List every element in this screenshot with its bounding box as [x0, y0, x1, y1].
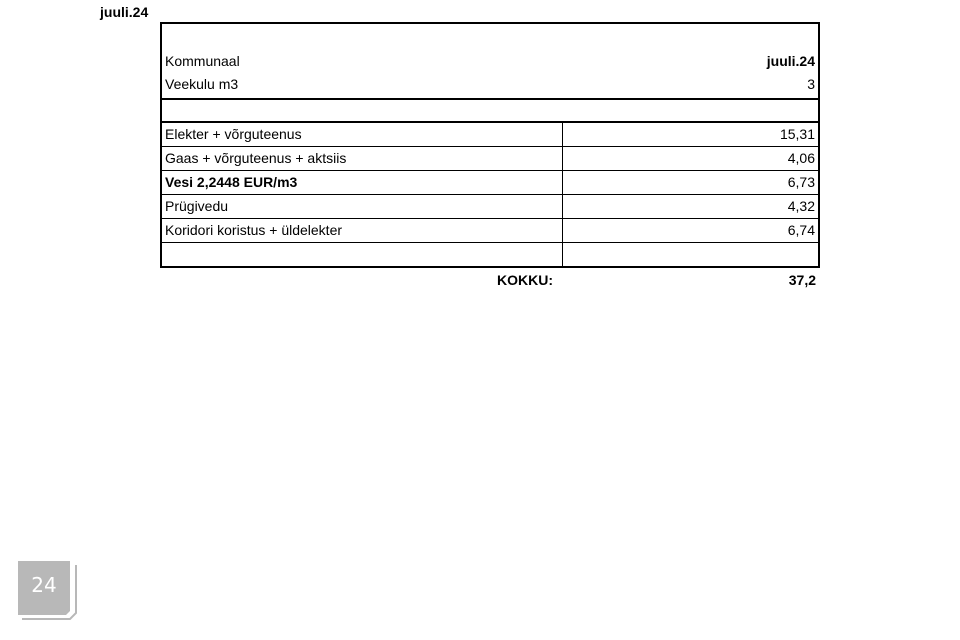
row-label: Elekter + võrguteenus [162, 123, 563, 146]
row-value: 15,31 [779, 126, 815, 142]
cost-rows [162, 123, 818, 266]
page-number-badge [18, 561, 78, 621]
row-value: 4,06 [787, 150, 815, 166]
total-label: KOKKU: [497, 272, 553, 288]
header-title-line [165, 50, 815, 72]
table-row [162, 147, 818, 171]
row-label: Gaas + võrguteenus + aktsiis [162, 147, 563, 170]
row-label: Koridori koristus + üldelekter [162, 219, 563, 242]
row-value: 4,32 [787, 198, 815, 214]
page-number: 24 [31, 573, 57, 597]
period-corner-label: juuli.24 [100, 4, 149, 20]
table-row [162, 219, 818, 243]
water-usage-label: Veekulu m3 [165, 76, 239, 92]
table-header [162, 24, 818, 100]
table-row [162, 171, 818, 195]
table-row [162, 123, 818, 147]
row-value: 6,73 [787, 174, 815, 190]
total-value: 37,2 [788, 272, 816, 288]
water-usage-line [165, 73, 815, 95]
row-label: Vesi 2,2448 EUR/m3 [162, 171, 563, 194]
empty-separator-row [162, 100, 818, 123]
table-row [162, 243, 818, 266]
row-label: Prügivedu [162, 195, 563, 218]
utility-bill-table [160, 22, 820, 268]
row-label [162, 243, 563, 266]
row-value: 6,74 [787, 222, 815, 238]
table-row [162, 195, 818, 219]
table-title: Kommunaal [165, 53, 240, 69]
water-usage-value: 3 [807, 76, 815, 92]
table-period: juuli.24 [766, 53, 815, 69]
row-value [563, 243, 818, 266]
